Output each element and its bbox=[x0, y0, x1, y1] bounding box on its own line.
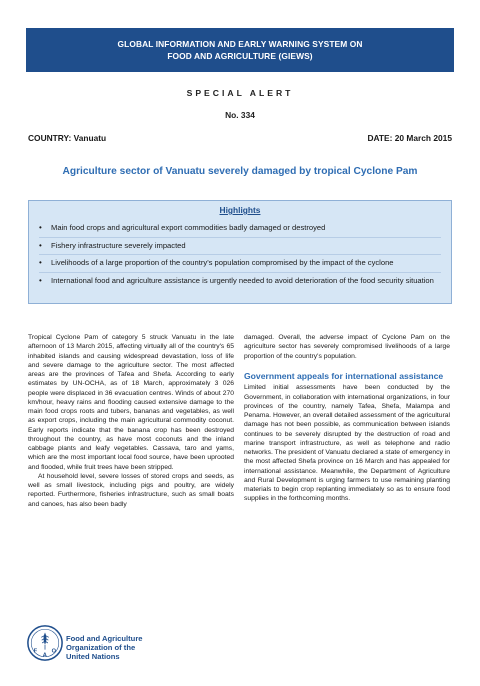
emblem-letter: O bbox=[51, 648, 57, 655]
highlight-item bbox=[39, 220, 441, 237]
highlight-text: Livelihoods of a large proportion of the country's population compromised by the impact of the cyclone bbox=[51, 258, 394, 268]
alert-number: No. 334 bbox=[225, 110, 255, 120]
highlight-item bbox=[39, 237, 441, 255]
date-label: DATE: 20 March 2015 bbox=[367, 133, 452, 143]
bullet-icon: • bbox=[39, 275, 42, 285]
section-heading: Government appeals for international assistance bbox=[244, 370, 444, 381]
body-column-left bbox=[28, 333, 234, 509]
alert-type: SPECIAL ALERT bbox=[186, 88, 294, 98]
org-name-line: United Nations bbox=[66, 652, 120, 661]
highlight-item bbox=[39, 272, 441, 290]
bullet-icon: • bbox=[39, 258, 42, 268]
highlights-list bbox=[39, 220, 441, 289]
bullet-icon: • bbox=[39, 240, 42, 250]
emblem-letter: F bbox=[33, 648, 38, 655]
body-column-right bbox=[244, 333, 450, 504]
highlights-box bbox=[28, 200, 452, 304]
highlight-text: International food and agriculture assistance is urgently needed to avoid deterioration of the food security situation bbox=[51, 275, 434, 285]
highlight-text: Main food crops and agricultural export commodities badly damaged or destroyed bbox=[51, 223, 326, 232]
highlights-title: Highlights bbox=[219, 205, 261, 215]
body-paragraph: Limited initial assessments have been conducted by the Government, in collaboration with international organizations, in four provinces of the country, namely Tafea, Shefa, Malampa and Penama. However, an overall detailed assessment of the agricultural damage has not been possible, as communication between islands continues to be severely disrupted by the destruction of road and marine transport infrastructure, as well as telephone and radio networks. The president of Vanuatu declared a state of emergency in the most affected Shefa province on 16 March and has appealed for international assistance. Meanwhile, the Department of Agriculture and Rural Development is urging farmers to use remaining planting materials to begin crop replanting immediately so as to ensure food supplies in the forthcoming months. bbox=[244, 384, 450, 503]
org-name-line: Organization of the bbox=[66, 643, 136, 652]
banner-line-1: GLOBAL INFORMATION AND EARLY WARNING SYSTEM ON bbox=[117, 39, 363, 49]
page-title: Agriculture sector of Vanuatu severely damaged by tropical Cyclone Pam bbox=[62, 166, 418, 177]
highlight-item bbox=[39, 254, 441, 272]
country-label: COUNTRY: Vanuatu bbox=[28, 133, 107, 143]
banner-line-2: FOOD AND AGRICULTURE (GIEWS) bbox=[167, 51, 313, 61]
bullet-icon: • bbox=[39, 223, 42, 232]
body-paragraph: damaged. Overall, the adverse impact of Cyclone Pam on the agriculture sector has severely compromised livelihoods of a large proportion of the country's population. bbox=[244, 334, 450, 360]
giews-banner bbox=[26, 28, 454, 72]
fao-logo bbox=[26, 620, 226, 668]
org-name-line: Food and Agriculture bbox=[66, 634, 143, 643]
body-paragraph: At household level, severe losses of stored crops and seeds, as well as small livestock, including pigs and poultry, are widely reported. Furthermore, fisheries infrastructure, such as small boats and canoes, has also been badly bbox=[28, 472, 234, 508]
body-paragraph: Tropical Cyclone Pam of category 5 struck Vanuatu in the late afternoon of 13 March 2015, affecting virtually all of the country's 65 inhabited islands and causing widespread devastation, loss of life and severe damage to the agriculture sector. The most affected areas are the provinces of Tafea and Shefa. According to early estimates by UN-OCHA, as of 18 March, approximately 3 026 people were displaced in 36 evacuation centres. Winds of about 270 km/hour, heavy rains and flooding caused extensive damage to the main food crops roots and tubers, bananas and vegetables, as well as export crops, including the main agricultural commodity coconut. Early reports indicate that the banana crop has been destroyed throughout the country, as have most coconuts and the inland cabbage plants and leafy vegetables. Cassava, taro and yams, which are the most important local food source, have been uprooted and flooded, while fruit trees have been stripped. bbox=[28, 334, 234, 471]
highlight-text: Fishery infrastructure severely impacted bbox=[51, 240, 186, 250]
fao-wordmark bbox=[66, 634, 143, 661]
emblem-letter: A bbox=[42, 652, 47, 659]
fao-emblem-icon bbox=[26, 624, 64, 662]
